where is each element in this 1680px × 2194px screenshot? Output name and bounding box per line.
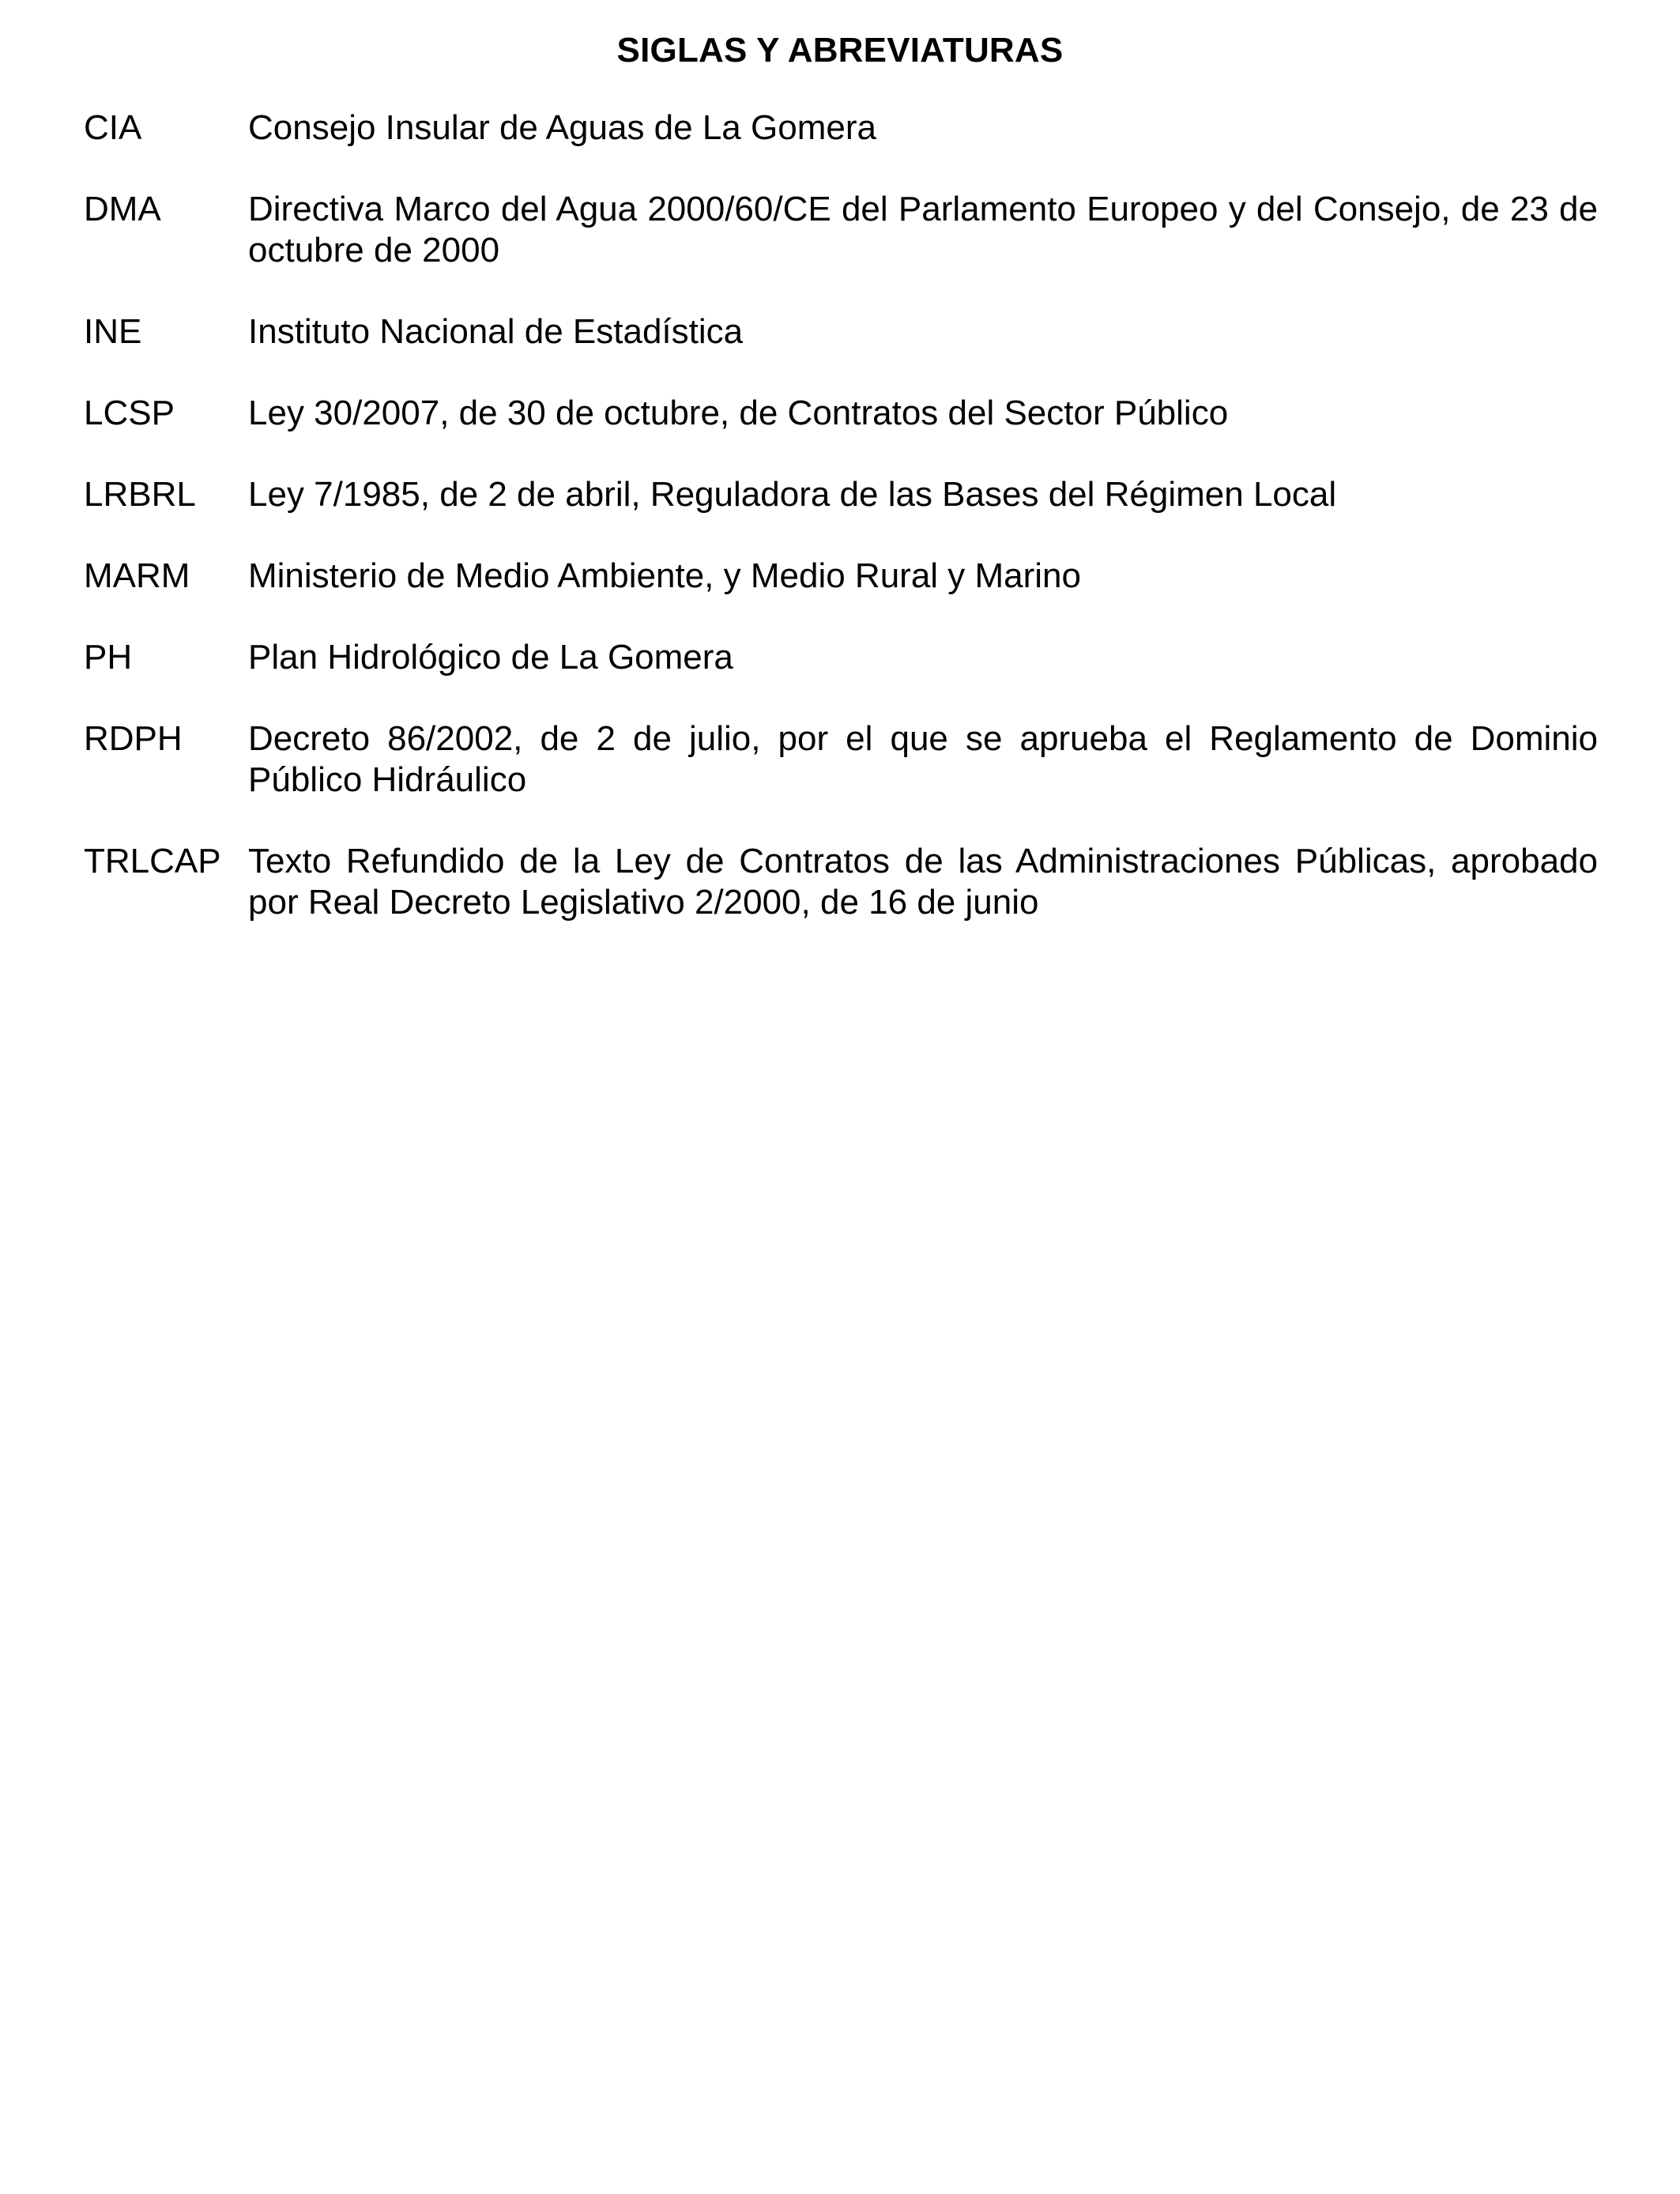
abbreviation-definition: Ley 30/2007, de 30 de octubre, de Contratos del Sector Público xyxy=(248,394,1229,432)
abbreviation-entry-lcsp xyxy=(84,393,1598,434)
abbreviation-definition: Ministerio de Medio Ambiente, y Medio Rural y Marino xyxy=(248,556,1082,595)
abbreviation-entry-ph xyxy=(84,637,1598,678)
abbreviation-entry-dma xyxy=(84,189,1598,271)
abbreviation-term: LCSP xyxy=(84,394,175,432)
abbreviation-entry-trlcap xyxy=(84,841,1598,923)
page-title: SIGLAS Y ABREVIATURAS xyxy=(616,31,1064,70)
abbreviation-definition: Plan Hidrológico de La Gomera xyxy=(248,638,733,677)
abbreviation-term: CIA xyxy=(84,108,142,147)
abbreviation-definition: Instituto Nacional de Estadística xyxy=(248,312,744,351)
abbreviation-definition: Ley 7/1985, de 2 de abril, Reguladora de las Bases del Régimen Local xyxy=(248,475,1337,514)
abbreviation-term: RDPH xyxy=(84,719,183,758)
abbreviation-term: INE xyxy=(84,312,142,351)
abbreviation-list xyxy=(84,107,1598,923)
abbreviation-definition: Consejo Insular de Aguas de La Gomera xyxy=(248,108,876,147)
abbreviation-term: MARM xyxy=(84,556,190,595)
abbreviation-entry-rdph xyxy=(84,718,1598,801)
abbreviation-definition: Texto Refundido de la Ley de Contratos de las Administraciones Públicas, aprobado por Real Decreto Legislativo 2/2000, de 16 de junio xyxy=(248,842,1598,922)
abbreviation-term: LRBRL xyxy=(84,475,196,514)
abbreviation-definition: Directiva Marco del Agua 2000/60/CE del Parlamento Europeo y del Consejo, de 23 de octubre de 2000 xyxy=(248,190,1598,270)
abbreviation-entry-cia xyxy=(84,107,1598,149)
abbreviation-term: PH xyxy=(84,638,133,677)
abbreviation-term: DMA xyxy=(84,190,161,228)
abbreviation-entry-marm xyxy=(84,556,1598,597)
abbreviation-entry-lrbrl xyxy=(84,474,1598,515)
abbreviation-term: TRLCAP xyxy=(84,842,221,880)
abbreviation-entry-ine xyxy=(84,311,1598,352)
abbreviation-definition: Decreto 86/2002, de 2 de julio, por el que se aprueba el Reglamento de Dominio Público Hidráulico xyxy=(248,719,1598,799)
